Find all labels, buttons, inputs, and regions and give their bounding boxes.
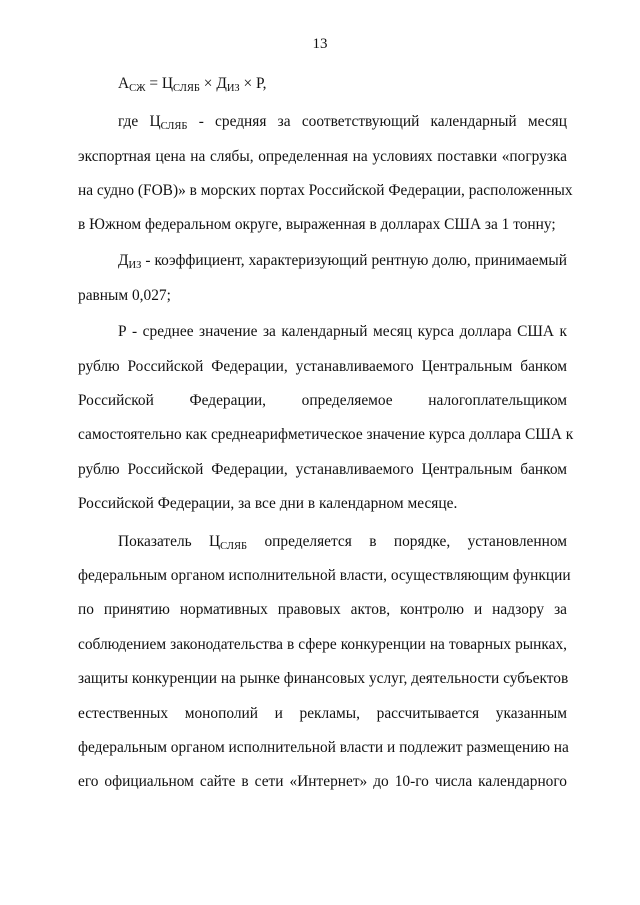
indicator-lead: Показатель Ц [118, 533, 221, 550]
formula-d-sub: ИЗ [226, 83, 240, 94]
def-d-sub: ИЗ [128, 260, 142, 271]
def-p-line-1: Р - среднее значение за календарный месяц курса доллара США к [118, 323, 567, 340]
indicator-line-6: естественных монополий и рекламы, рассчитывается указанным [78, 705, 567, 722]
def-c-line-2: экспортная цена на слябы, определенная на условиях поставки «погрузка [78, 148, 567, 165]
def-p-line-4: самостоятельно как среднеарифметическое значение курса доллара США к [78, 426, 574, 443]
def-d-lead: Д [118, 252, 129, 269]
def-c-line-1 [118, 112, 567, 132]
indicator-line-8: его официальном сайте в сети «Интернет» до 10-го числа календарного [78, 773, 567, 790]
def-c-sub: СЛЯБ [160, 121, 188, 132]
def-c-line-3: на судно (FOB)» в морских портах Российской Федерации, расположенных [78, 182, 573, 199]
indicator-rest: определяется в порядке, установленном [247, 533, 567, 550]
indicator-line-1 [118, 532, 567, 552]
indicator-sub: СЛЯБ [220, 541, 248, 552]
formula-eq: = Ц [145, 75, 174, 92]
def-p-line-3: Российской Федерации, определяемое налогоплательщиком [78, 392, 567, 409]
def-p-line-2: рублю Российской Федерации, устанавливаемого Центральным банком [78, 358, 567, 375]
indicator-line-5: защиты конкуренции на рынке финансовых услуг, деятельности субъектов [78, 670, 569, 687]
formula-lhs: А [118, 75, 130, 92]
indicator-line-4: соблюдением законодательства в сфере конкуренции на товарных рынках, [78, 636, 567, 653]
page-number: 13 [312, 36, 328, 52]
formula-rest: × Р, [239, 75, 267, 92]
formula-c-sub: СЛЯБ [173, 83, 200, 94]
formula-lhs-sub: СЖ [129, 83, 146, 94]
def-c-lead: где Ц [118, 113, 161, 130]
indicator-line-2: федеральным органом исполнительной власти, осуществляющим функции [78, 567, 571, 584]
def-d-rest: - коэффициент, характеризующий рентную долю, принимаемый [141, 252, 567, 269]
def-c-rest: - средняя за соответствующий календарный месяц [187, 113, 567, 130]
def-d-line-2: равным 0,027; [78, 287, 171, 304]
indicator-line-7: федеральным органом исполнительной власти и подлежит размещению на [78, 739, 569, 756]
def-c-line-4: в Южном федеральном округе, выраженная в долларах США за 1 тонну; [78, 216, 556, 233]
def-p-line-6: Российской Федерации, за все дни в календарном месяце. [78, 495, 458, 512]
def-d-line-1 [118, 251, 567, 271]
def-p-line-5: рублю Российской Федерации, устанавливаемого Центральным банком [78, 461, 567, 478]
indicator-line-3: по принятию нормативных правовых актов, контролю и надзору за [78, 601, 567, 618]
formula-line [118, 74, 567, 94]
formula-x1: × Д [199, 75, 227, 92]
